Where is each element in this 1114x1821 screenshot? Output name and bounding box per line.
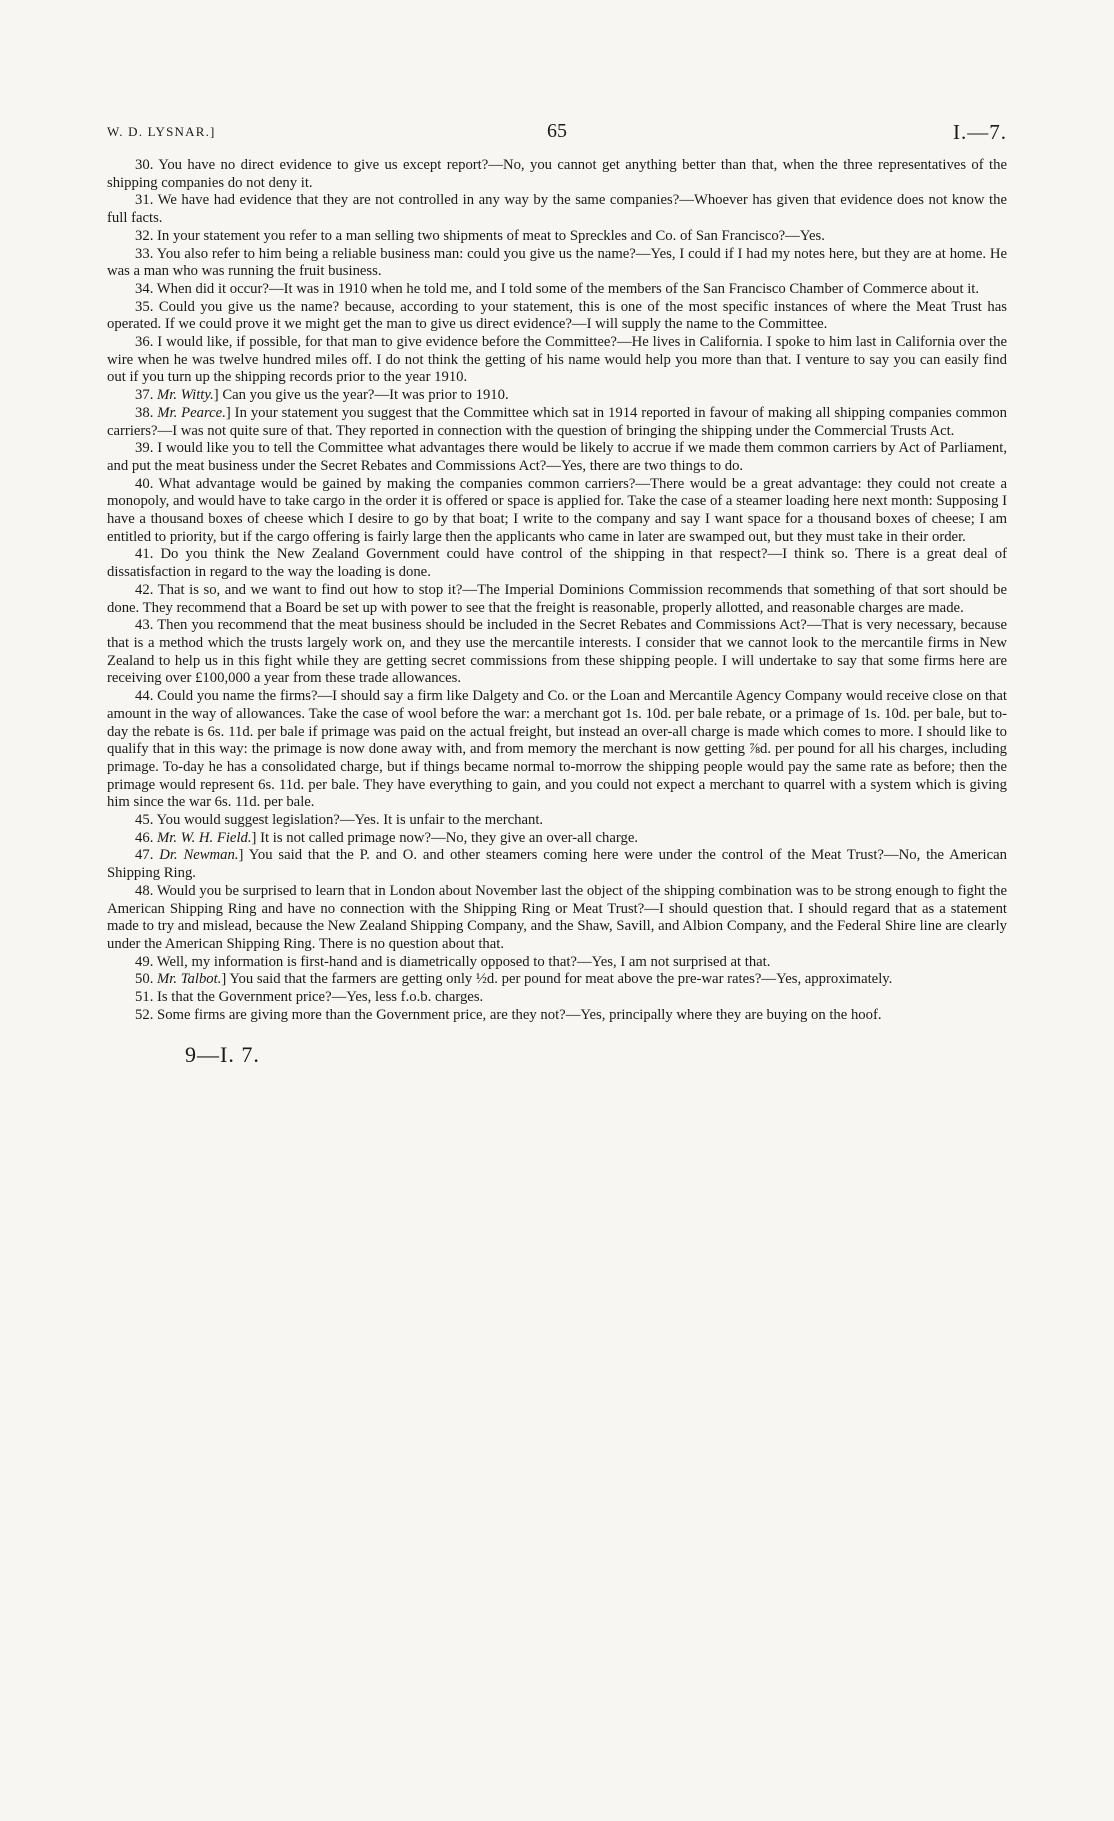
- paragraph-48: 48. Would you be surprised to learn that in London about November last the object of the shipping combination was to be strong enough to fight the American Shipping Ring and have no connection with the Shipping Ring or Meat Trust?—I should question that. I should regard that as a statement made to try and mislead, because the New Zealand Shipping Company, and the Shaw, Savill, and Albion Company, and the Federal Shire line are clearly under the American Shipping Ring. There is no question about that.: [107, 882, 1007, 952]
- paragraph-38: 38. Mr. Pearce.] In your statement you suggest that the Committee which sat in 1914 reported in favour of making all shipping companies common carriers?—I was not quite sure of that. They reported in connection with the question of bringing the shipping under the Commercial Trusts Act.: [107, 404, 1007, 439]
- speaker-name: Mr. Pearce.: [157, 404, 226, 421]
- paragraph-34: 34. When did it occur?—It was in 1910 when he told me, and I told some of the members of the San Francisco Chamber of Commerce about it.: [135, 280, 980, 297]
- speaker-name: Dr. Newman.: [159, 847, 239, 864]
- paragraph-51: 51. Is that the Government price?—Yes, less f.o.b. charges.: [135, 989, 484, 1006]
- page-number: 65: [547, 120, 567, 142]
- paragraph-43: 43. Then you recommend that the meat business should be included in the Secret Rebates and Commissions Act?—That is very necessary, because that is a method which the trusts largely work on, and they use the mercantile interests. I consider that we cannot look to the mercantile firms in New Zealand to help us in this fight while they are getting secret commissions from these shipping people. I will undertake to say that some firms here are receiving over £100,000 a year from these trade allowances.: [107, 617, 1007, 687]
- signature-mark: 9—I. 7.: [185, 1042, 260, 1068]
- paragraph-40: 40. What advantage would be gained by making the companies common carriers?—There would be a great advantage: they could not create a monopoly, and would have to take cargo in the order it is offered or space is applied for. Take the case of a steamer loading here next month: Supposing I have a thousand boxes of cheese which I desire to go by that boat; I write to the company and say I want space for a thousand boxes of cheese; I am entitled to priority, but if the cargo offering is fairly large then the applicants who came in later are swamped out, but they must take in their order.: [107, 475, 1007, 545]
- speaker-name: Mr. Talbot.: [157, 971, 222, 988]
- paragraph-42: 42. That is so, and we want to find out how to stop it?—The Imperial Dominions Commission recommends that something of that sort should be done. They recommend that a Board be set up with power to see that the freight is reasonable, properly allotted, and reasonable charges are made.: [107, 581, 1007, 616]
- page-header: [107, 118, 1007, 152]
- witness-name: W. D. LYSNAR.]: [107, 124, 216, 139]
- paragraph-47: 47. Dr. Newman.] You said that the P. and O. and other steamers coming here were under the control of the Meat Trust?—No, the American Shipping Ring.: [107, 847, 1007, 882]
- paragraph-35: 35. Could you give us the name? because, according to your statement, this is one of the most specific instances of where the Meat Trust has operated. If we could prove it we might get the man to give us direct evidence?—I will supply the name to the Committee.: [107, 298, 1007, 333]
- paragraph-49: 49. Well, my information is first-hand and is diametrically opposed to that?—Yes, I am not surprised at that.: [135, 953, 771, 970]
- paragraph-39: 39. I would like you to tell the Committee what advantages there would be likely to accrue if we made them common carriers by Act of Parliament, and put the meat business under the Secret Rebates and Commissions Act?—Yes, there are two things to do.: [107, 440, 1007, 474]
- speaker-name: Mr. W. H. Field.: [157, 829, 252, 846]
- paragraph-45: 45. You would suggest legislation?—Yes. It is unfair to the merchant.: [135, 812, 544, 829]
- paragraph-52: 52. Some firms are giving more than the Government price, are they not?—Yes, principally where they are buying on the hoof.: [135, 1006, 882, 1023]
- paragraph-37: 37. Mr. Witty.] Can you give us the year?—It was prior to 1910.: [135, 387, 509, 404]
- document-body: [107, 157, 1007, 1024]
- paragraph-41: 41. Do you think the New Zealand Government could have control of the shipping in that respect?—I think so. There is a great deal of dissatisfaction in regard to the way the loading is done.: [107, 546, 1007, 581]
- paragraph-33: 33. You also refer to him being a reliable business man: could you give us the name?—Yes, I could if I had my notes here, but they are at home. He was a man who was running the fruit business.: [107, 245, 1007, 280]
- paper-reference: I.—7.: [953, 120, 1007, 144]
- paragraph-50: 50. Mr. Talbot.] You said that the farmers are getting only ½d. per pound for meat above the pre-war rates?—Yes, approximately.: [135, 971, 893, 988]
- paragraph-30: 30. You have no direct evidence to give us except report?—No, you cannot get anything better than that, when the three representatives of the shipping companies do not deny it.: [107, 157, 1007, 191]
- paragraph-32: 32. In your statement you refer to a man selling two shipments of meat to Spreckles and Co. of San Francisco?—Yes.: [135, 227, 825, 244]
- speaker-name: Mr. Witty.: [157, 387, 214, 404]
- document-page: [107, 118, 1007, 1068]
- paragraph-44: 44. Could you name the firms?—I should say a firm like Dalgety and Co. or the Loan and Mercantile Agency Company would receive close on that amount in the way of allowances. Take the case of wool before the war: a merchant got 1s. 10d. per bale rebate, or a primage of 1s. 10d. per bale, but to-day the rebate is 6s. 11d. per bale if primage was paid on the actual freight, but instead an over-all charge is made which comes to more. I should like to qualify that in this way: the primage is now done away with, and from memory the merchant is now getting ⅞d. per pound for all his charges, including primage. To-day he has a consolidated charge, but if things became normal to-morrow the shipping people would pay the same rate as before; then the primage would represent 6s. 11d. per bale. They have everything to gain, and you could not expect a merchant to quarrel with a system which is giving him since the war 6s. 11d. per bale.: [107, 688, 1007, 811]
- paragraph-46: 46. Mr. W. H. Field.] It is not called primage now?—No, they give an over-all charge.: [135, 829, 639, 846]
- paragraph-31: 31. We have had evidence that they are not controlled in any way by the same companies?—Whoever has given that evidence does not know the full facts.: [107, 192, 1007, 227]
- paragraph-36: 36. I would like, if possible, for that man to give evidence before the Committee?—He lives in California. I spoke to him last in California over the wire when he was twelve hundred miles off. I do not think the getting of his name would help you more than that. I venture to say you can easily find out if you turn up the shipping records prior to the year 1910.: [107, 334, 1007, 386]
